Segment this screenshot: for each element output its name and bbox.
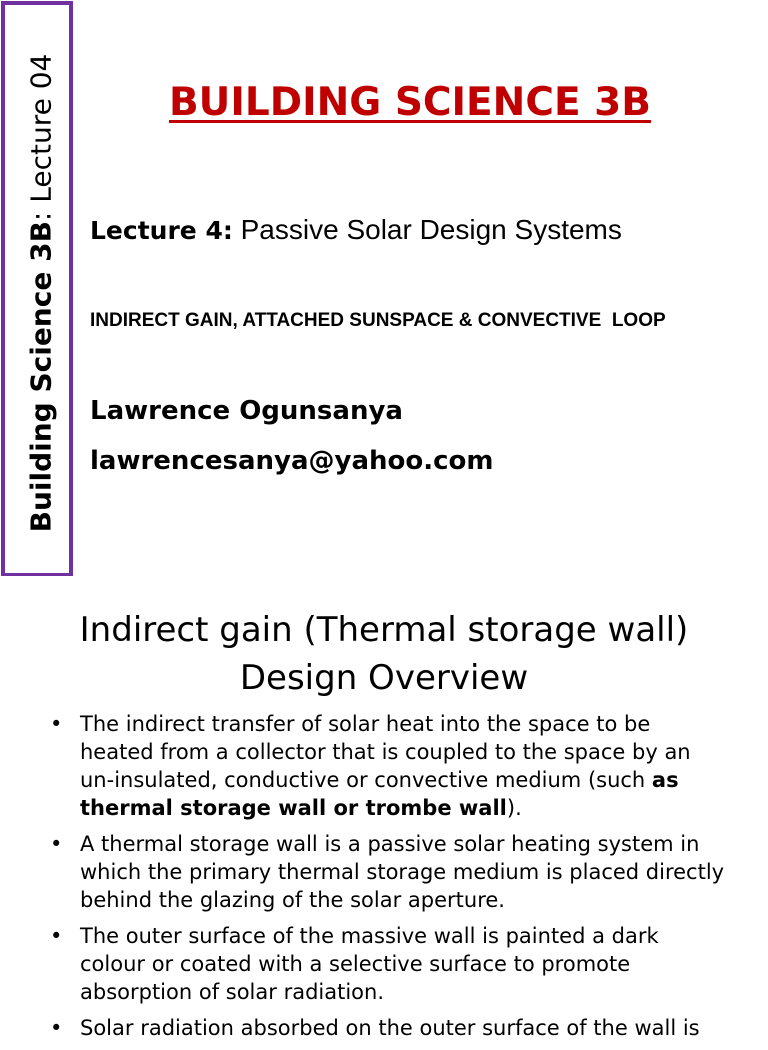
list-item <box>40 922 730 1006</box>
bullet-text: Solar radiation absorbed on the outer surface of the wall is <box>80 1016 700 1040</box>
bullet-icon: • <box>50 1016 63 1040</box>
bullet-icon: • <box>50 712 63 736</box>
bullet-text: The indirect transfer of solar heat into the space to be heated from a collector that is coupled to the space by an un-insulated, conductive or convective medium (such <box>80 712 691 792</box>
course-title: BUILDING SCIENCE 3B <box>168 80 652 125</box>
bullet-icon: • <box>50 924 63 948</box>
author-email: lawrencesanya@yahoo.com <box>90 446 494 476</box>
lecture-label: Lecture 4: <box>90 216 233 245</box>
bullet-icon: • <box>50 832 63 856</box>
author-name: Lawrence Ogunsanya <box>90 396 403 426</box>
bullet-text-end: ). <box>506 796 522 820</box>
lecture-line <box>90 214 622 246</box>
bullet-text: The outer surface of the massive wall is painted a dark colour or coated with a selective surface to promote absorption of solar radiation. <box>80 924 659 1004</box>
bullet-text: A thermal storage wall is a passive solar heating system in which the primary thermal storage medium is placed directly behind the glazing of the solar aperture. <box>80 832 725 912</box>
content-slide <box>0 576 768 1040</box>
list-item <box>40 1014 730 1042</box>
bullet-list <box>40 710 730 1050</box>
side-label-rest: : Lecture 04 <box>24 53 58 222</box>
lecture-subtitle: INDIRECT GAIN, ATTACHED SUNSPACE & CONVECTIVE LOOP <box>90 310 666 331</box>
list-item <box>40 830 730 914</box>
bullet-text-bold: as thermal storage wall or trombe wall <box>80 768 679 820</box>
side-label-bold: Building Science 3B <box>24 221 58 533</box>
lecture-topic: Passive Solar Design Systems <box>240 214 622 245</box>
list-item <box>40 710 730 822</box>
side-label <box>25 33 58 553</box>
side-label-box <box>1 1 73 577</box>
slide-title: Indirect gain (Thermal storage wall) Design Overview <box>79 610 689 698</box>
